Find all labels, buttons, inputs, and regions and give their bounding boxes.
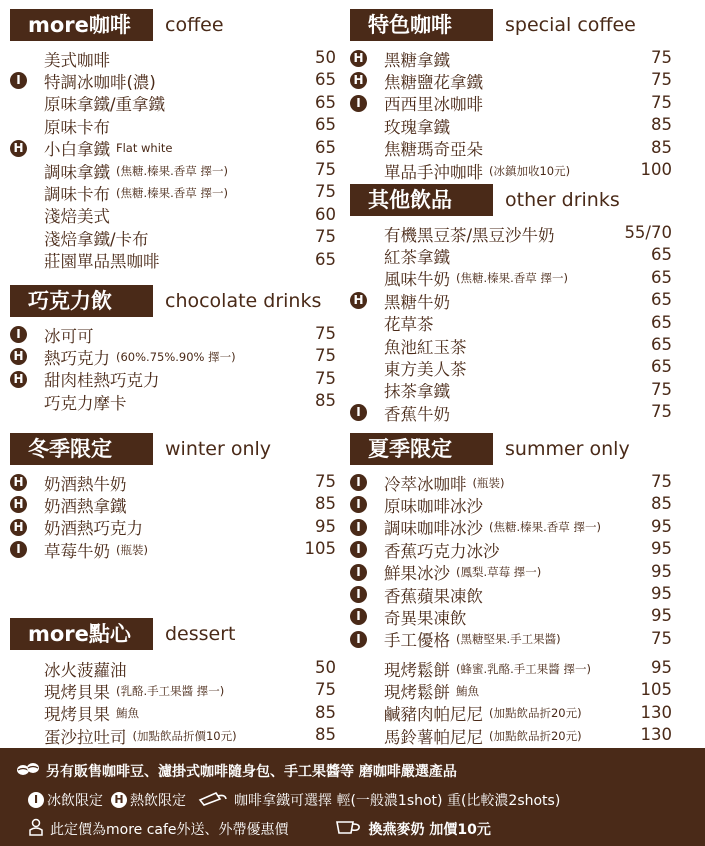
menu-item [44, 323, 94, 346]
item-name: 特調冰咖啡(濃) [44, 72, 156, 92]
menu-item [384, 137, 483, 160]
item-note: (焦糖.榛果.香草 擇一) [456, 271, 568, 286]
header-chocolate [10, 285, 321, 317]
item-note: 鮪魚 [456, 683, 479, 698]
item-price: 95 [651, 606, 672, 626]
item-price: 75 [315, 324, 336, 343]
item-name: 草莓牛奶 [44, 541, 110, 561]
item-name: 小白拿鐵 [44, 140, 110, 160]
menu-item [384, 334, 467, 357]
ice-badge-icon: I [350, 541, 367, 558]
menu-item [384, 92, 483, 115]
footer-line-legend [28, 787, 560, 813]
menu-item [384, 702, 582, 725]
item-name: 東方美人茶 [384, 359, 467, 379]
ice-badge-icon: I [350, 608, 367, 625]
item-note: (加點飲品折20元) [489, 706, 582, 721]
item-price: 130 [640, 702, 672, 722]
item-name: 原味咖啡冰沙 [384, 496, 483, 516]
menu-item [44, 181, 228, 204]
menu-item [44, 679, 224, 702]
hot-only-label: 熱飲限定 [130, 793, 186, 809]
section-subtitle: other drinks [505, 189, 620, 211]
ice-only-label: 冰飲限定 [47, 793, 103, 809]
menu-item [44, 538, 148, 561]
item-price: 95 [651, 658, 672, 677]
item-note: 鮪魚 [116, 706, 139, 721]
item-price: 75 [315, 346, 336, 366]
item-name: 調味卡布 [44, 184, 110, 204]
oat-milk-note: 換燕麥奶 加價10元 [368, 822, 491, 838]
menu-item [384, 47, 450, 70]
item-price: 65 [651, 267, 672, 287]
item-price: 65 [651, 357, 672, 377]
menu-item [44, 159, 228, 182]
hot-badge-icon: H [10, 496, 27, 513]
item-note: (蜂蜜.乳酪.手工果醬 擇一) [456, 661, 591, 676]
hot-badge-icon: H [10, 519, 27, 536]
menu-item [44, 69, 156, 92]
ice-badge-icon: I [350, 519, 367, 536]
item-note: Flat white [116, 141, 173, 156]
footer-bar [0, 748, 705, 846]
section-title: 特色咖啡 [350, 9, 493, 41]
item-note: (焦糖.榛果.香草 擇一) [116, 185, 228, 200]
hot-badge-icon: H [350, 50, 367, 67]
item-note: (瓶裝) [116, 542, 148, 557]
item-note: (60%.75%.90% 擇一) [116, 349, 236, 364]
hot-badge-icon: H [350, 72, 367, 89]
item-name: 巧克力摩卡 [44, 393, 127, 413]
menu-item [384, 222, 555, 245]
hot-badge-icon: H [10, 140, 27, 157]
item-note: (黑糖堅果.手工果醬) [456, 632, 561, 647]
item-name: 蛋沙拉吐司 [44, 727, 127, 747]
item-name: 美式咖啡 [44, 50, 110, 70]
item-price: 65 [651, 312, 672, 332]
section-subtitle: special coffee [505, 14, 636, 36]
menu-item [384, 379, 450, 402]
item-name: 手工優格 [384, 631, 450, 651]
item-price: 75 [651, 379, 672, 399]
item-price: 75 [315, 368, 336, 388]
item-name: 香蕉牛奶 [384, 404, 450, 424]
header-other [350, 184, 620, 216]
item-note: (乳酪.手工果醬 擇一) [116, 683, 225, 698]
ice-badge-icon: I [10, 541, 27, 558]
ice-badge-icon: I [350, 586, 367, 603]
section-title: 巧克力飲 [10, 285, 153, 317]
item-name: 冰可可 [44, 326, 94, 346]
item-name: 冷萃冰咖啡 [384, 474, 467, 494]
item-name: 西西里冰咖啡 [384, 95, 483, 115]
menu-item [384, 244, 450, 267]
hot-badge-icon: H [10, 348, 27, 365]
price-note: 此定價為more cafe外送、外帶優惠價 [50, 822, 289, 838]
hot-badge-icon: H [10, 474, 27, 491]
item-name: 黑糖牛奶 [384, 292, 450, 312]
ice-badge-icon: I [10, 72, 27, 89]
item-price: 75 [651, 402, 672, 422]
menu-item [44, 702, 139, 725]
item-price: 85 [651, 494, 672, 514]
item-name: 淺焙美式 [44, 207, 110, 227]
item-price: 75 [651, 628, 672, 648]
item-name: 莊園單品黑咖啡 [44, 252, 160, 272]
item-note: (冰鎮加收10元) [489, 163, 571, 178]
menu-item [44, 390, 127, 413]
item-name: 香蕉巧克力冰沙 [384, 541, 500, 561]
item-price: 50 [315, 658, 336, 677]
item-price: 95 [315, 516, 336, 536]
item-name: 抹茶拿鐵 [384, 382, 450, 402]
item-price: 75 [315, 472, 336, 491]
menu-item [44, 471, 127, 494]
menu-item [384, 114, 450, 137]
item-note: (瓶裝) [472, 475, 505, 490]
ice-badge-icon: I [350, 95, 367, 112]
item-name: 奶酒熱拿鐵 [44, 496, 127, 516]
hot-badge-icon: H [10, 371, 27, 388]
footer-line-price [28, 816, 491, 842]
item-name: 冰火菠蘿油 [44, 660, 127, 680]
menu-item [384, 538, 500, 561]
header-winter [10, 433, 271, 465]
item-note: (加點飲品折20元) [489, 728, 582, 743]
section-title: more咖啡 [10, 9, 153, 41]
item-price: 75 [651, 48, 672, 67]
menu-item [44, 204, 110, 227]
header-dessert [10, 618, 236, 650]
item-price: 85 [315, 725, 336, 745]
item-price: 65 [315, 70, 336, 90]
item-price: 105 [304, 539, 336, 559]
menu-item [384, 289, 450, 312]
footer-line-products [16, 758, 457, 784]
item-name: 魚池紅玉茶 [384, 337, 467, 357]
item-name: 奶酒熱牛奶 [44, 474, 127, 494]
menu-item [44, 137, 173, 160]
item-name: 焦糖鹽花拿鐵 [384, 72, 483, 92]
item-price: 65 [315, 115, 336, 135]
latte-strength-note: 咖啡拿鐵可選擇 輕(一般濃1shot) 重(比較濃2shots) [234, 793, 561, 809]
menu-item [384, 312, 434, 335]
item-note: (焦糖.榛果.香草 擇一) [116, 163, 228, 178]
item-name: 熱巧克力 [44, 348, 110, 368]
item-price: 75 [315, 680, 336, 700]
item-price: 65 [315, 92, 336, 112]
item-name: 鮮果冰沙 [384, 564, 450, 584]
item-price: 85 [315, 702, 336, 722]
ice-badge-icon: I [350, 496, 367, 513]
item-price: 75 [651, 70, 672, 90]
item-name: 原味拿鐵/重拿鐵 [44, 95, 166, 115]
item-name: 黑糖拿鐵 [384, 50, 450, 70]
menu-item [384, 401, 450, 424]
item-name: 甜肉桂熱巧克力 [44, 371, 160, 391]
ice-badge-icon: I [28, 792, 44, 808]
menu-item [384, 679, 479, 702]
menu-item [44, 249, 160, 272]
item-note: (鳳梨.草莓 擇一) [456, 565, 542, 580]
menu-item [44, 114, 110, 137]
header-special [350, 9, 636, 41]
ice-badge-icon: I [350, 404, 367, 421]
item-name: 焦糖瑪奇亞朵 [384, 140, 483, 160]
menu-item [384, 583, 483, 606]
ice-badge-icon: I [350, 564, 367, 581]
item-name: 調味拿鐵 [44, 162, 110, 182]
section-subtitle: chocolate drinks [165, 290, 322, 312]
item-name: 玫瑰拿鐵 [384, 117, 450, 137]
item-name: 奇異果凍飲 [384, 608, 467, 628]
item-price: 85 [651, 137, 672, 157]
menu-item [384, 471, 504, 494]
menu-item [384, 628, 561, 651]
item-price: 65 [651, 245, 672, 265]
item-price: 75 [315, 227, 336, 247]
menu-item [384, 69, 483, 92]
section-subtitle: coffee [165, 14, 224, 36]
item-name: 花草茶 [384, 315, 434, 335]
menu-item [384, 493, 483, 516]
ice-badge-icon: I [350, 631, 367, 648]
ice-badge-icon: I [350, 474, 367, 491]
item-price: 95 [651, 584, 672, 603]
section-subtitle: winter only [165, 438, 272, 460]
item-name: 調味咖啡冰沙 [384, 519, 483, 539]
item-price: 75 [651, 92, 672, 112]
item-price: 75 [651, 472, 672, 491]
item-note: (加點飲品折價10元) [132, 728, 237, 743]
coffee-bean-icon [16, 761, 40, 781]
hot-badge-icon: H [350, 292, 367, 309]
item-name: 馬鈴薯帕尼尼 [384, 727, 483, 747]
item-name: 奶酒熱巧克力 [44, 519, 143, 539]
menu-item [384, 657, 591, 680]
item-name: 現烤鬆餅 [384, 682, 450, 702]
item-price: 85 [315, 391, 336, 411]
menu-item [384, 516, 601, 539]
menu-item [44, 226, 149, 249]
item-price: 100 [640, 160, 672, 179]
item-price: 75 [315, 160, 336, 179]
menu-item [44, 345, 236, 368]
item-price: 85 [315, 494, 336, 514]
menu-item [44, 516, 143, 539]
item-price: 95 [651, 561, 672, 581]
menu-item [384, 605, 467, 628]
header-summer [350, 433, 630, 465]
item-price: 75 [315, 182, 336, 202]
item-name: 原味卡布 [44, 117, 110, 137]
menu-item [44, 368, 160, 391]
item-price: 65 [651, 335, 672, 354]
section-title: 夏季限定 [350, 433, 493, 465]
cup-icon [198, 790, 228, 810]
item-name: 單品手沖咖啡 [384, 162, 483, 182]
item-name: 現烤貝果 [44, 705, 110, 725]
item-price: 105 [640, 680, 672, 700]
item-price: 50 [315, 48, 336, 67]
item-price: 55/70 [624, 223, 672, 242]
item-name: 香蕉蘋果凍飲 [384, 586, 483, 606]
item-price: 95 [651, 539, 672, 559]
menu-item [384, 356, 467, 379]
menu-item [44, 493, 127, 516]
item-name: 風味牛奶 [384, 270, 450, 290]
item-price: 65 [315, 249, 336, 269]
menu-item [384, 267, 568, 290]
ice-badge-icon: I [10, 326, 27, 343]
item-name: 現烤貝果 [44, 682, 110, 702]
section-title: 冬季限定 [10, 433, 153, 465]
item-name: 紅茶拿鐵 [384, 247, 450, 267]
footer-products-text: 另有販售咖啡豆、濾掛式咖啡隨身包、手工果醬等 磨咖啡嚴選產品 [46, 764, 457, 780]
menu-item [44, 92, 165, 115]
item-price: 60 [315, 204, 336, 224]
shop-icon [28, 818, 44, 840]
menu-item [384, 724, 582, 747]
menu-item [44, 657, 127, 680]
section-subtitle: summer only [505, 438, 630, 460]
item-price: 65 [315, 137, 336, 157]
menu-item [44, 724, 237, 747]
header-more-coffee [10, 9, 224, 41]
item-name: 有機黑豆茶/黑豆沙牛奶 [384, 225, 555, 245]
item-name: 淺焙拿鐵/卡布 [44, 229, 149, 249]
menu-item [384, 159, 570, 182]
item-price: 95 [651, 516, 672, 536]
menu-item [44, 47, 110, 70]
section-title: 其他飲品 [350, 184, 493, 216]
item-price: 130 [640, 725, 672, 745]
item-price: 85 [651, 115, 672, 135]
item-price: 65 [651, 290, 672, 310]
menu-item [384, 561, 541, 584]
section-subtitle: dessert [165, 623, 236, 645]
item-name: 現烤鬆餅 [384, 660, 450, 680]
section-title: more點心 [10, 618, 153, 650]
hot-badge-icon: H [111, 792, 127, 808]
item-note: (焦糖.榛果.香草 擇一) [489, 520, 601, 535]
coffee-cup-icon [335, 819, 363, 839]
item-name: 鹹豬肉帕尼尼 [384, 705, 483, 725]
